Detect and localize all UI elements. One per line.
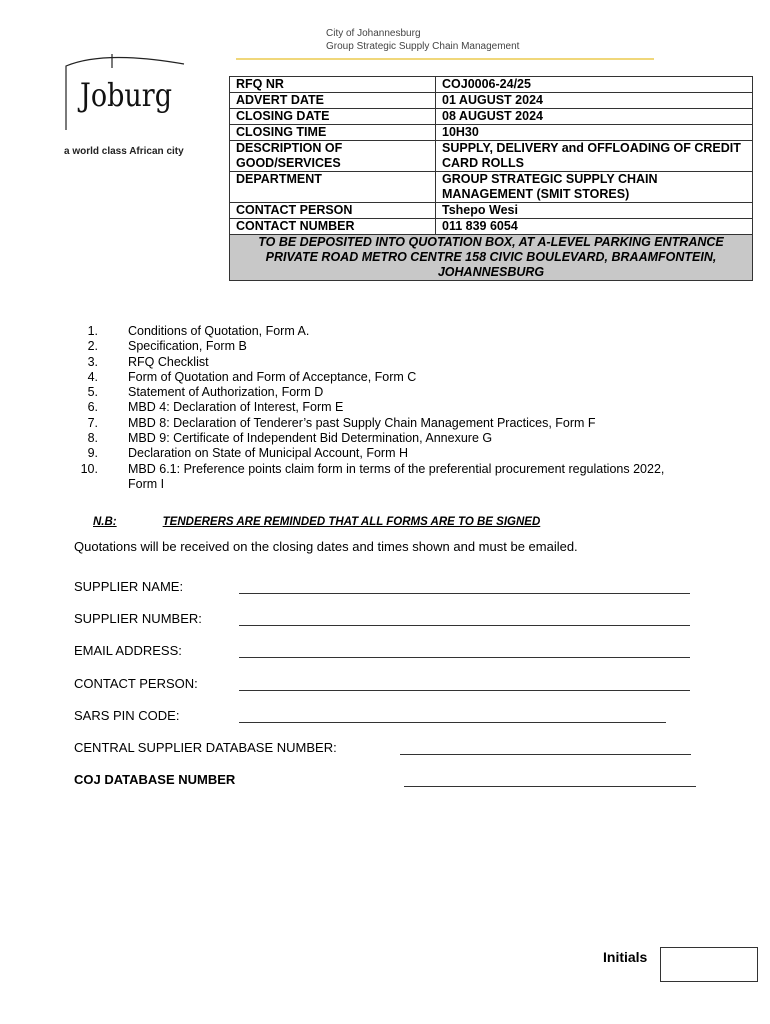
header-org: City of Johannesburg [326,28,421,39]
list-item-text: Form of Quotation and Form of Acceptance, Form C [128,369,417,384]
list-item [74,431,668,446]
list-item [74,416,668,431]
list-item-number: 4. [87,369,98,384]
list-item-text: Specification, Form B [128,339,247,354]
list-item-text: MBD 6.1: Preference points claim form in terms of the preferential procurement regulations 2022, Form I [128,461,665,491]
document-header [326,27,519,53]
list-item [74,385,668,400]
row-label-department: DEPARTMENT [230,172,436,203]
csd-number-field[interactable] [400,754,691,755]
supplier-name-field[interactable] [239,593,690,594]
row-value-advert-date: 01 AUGUST 2024 [436,93,753,109]
nb-text: TENDERERS ARE REMINDED THAT ALL FORMS ARE TO BE SIGNED [162,516,541,528]
list-item [74,400,668,415]
row-label-advert-date: ADVERT DATE [230,93,436,109]
list-item [74,339,668,354]
list-item-number: 7. [87,415,98,430]
header-dept: Group Strategic Supply Chain Management [326,41,520,52]
table-row [230,141,753,172]
contact-person-label: CONTACT PERSON: [74,676,198,691]
list-item [74,446,668,461]
row-value-closing-date: 08 AUGUST 2024 [436,109,753,125]
nb-notice [93,516,540,528]
row-value-contact-person: Tshepo Wesi [436,203,753,219]
row-value-closing-time: 10H30 [436,125,753,141]
table-row [230,219,753,235]
list-item-text: Declaration on State of Municipal Account, Form H [128,446,408,461]
list-item-number: 1. [87,324,98,338]
email-address-label: EMAIL ADDRESS: [74,643,182,658]
logo-wordmark: Joburg [77,76,172,114]
row-label-description: DESCRIPTION OF GOOD/SERVICES [230,141,436,172]
email-address-field[interactable] [239,657,690,658]
rfq-details-table [229,76,753,281]
list-item [74,462,668,493]
list-item-text: MBD 4: Declaration of Interest, Form E [128,400,344,415]
deposit-instructions: TO BE DEPOSITED INTO QUOTATION BOX, AT A-LEVEL PARKING ENTRANCE PRIVATE ROAD METRO CENTRE 158 CIVIC BOULEVARD, BRAAMFONTEIN, JOHANNESBURG [230,235,753,281]
table-row [230,109,753,125]
initials-label: Initials [603,949,648,965]
list-item-text: Statement of Authorization, Form D [128,385,324,400]
row-label-contact-person: CONTACT PERSON [230,203,436,219]
joburg-logo [64,48,186,132]
row-value-department: GROUP STRATEGIC SUPPLY CHAIN MANAGEMENT (SMIT STORES) [436,172,753,203]
supplier-number-field[interactable] [239,625,690,626]
contact-person-field[interactable] [239,690,690,691]
list-item-text: MBD 8: Declaration of Tenderer’s past Supply Chain Management Practices, Form F [128,415,596,430]
row-value-description: SUPPLY, DELIVERY and OFFLOADING OF CREDIT CARD ROLLS [436,141,753,172]
table-row [230,172,753,203]
row-label-rfq-nr: RFQ NR [230,77,436,93]
list-item-text: MBD 9: Certificate of Independent Bid Determination, Annexure G [128,431,493,446]
header-rule [236,58,654,60]
required-documents-list [74,324,668,492]
list-item-number: 2. [87,339,98,354]
list-item-text: RFQ Checklist [128,354,209,369]
table-row [230,203,753,219]
initials-box[interactable] [660,947,758,982]
csd-number-label: CENTRAL SUPPLIER DATABASE NUMBER: [74,740,337,755]
table-row [230,125,753,141]
list-item-number: 3. [87,354,98,369]
supplier-name-label: SUPPLIER NAME: [74,579,184,594]
coj-database-label: COJ DATABASE NUMBER [74,772,236,787]
logo-tagline: a world class African city [64,146,184,157]
row-label-closing-time: CLOSING TIME [230,125,436,141]
row-value-rfq-nr: COJ0006-24/25 [436,77,753,93]
coj-database-field[interactable] [404,786,696,787]
supplier-number-label: SUPPLIER NUMBER: [74,611,202,626]
list-item-text: Conditions of Quotation, Form A. [128,324,310,338]
list-item [74,370,668,385]
table-row [230,77,753,93]
list-item-number: 8. [87,431,98,446]
table-row [230,93,753,109]
sars-pin-field[interactable] [239,722,666,723]
list-item [74,355,668,370]
list-item-number: 6. [87,400,98,415]
row-value-contact-number: 011 839 6054 [436,219,753,235]
table-row [230,235,753,281]
row-label-contact-number: CONTACT NUMBER [230,219,436,235]
list-item-number: 10. [80,461,98,476]
sars-pin-label: SARS PIN CODE: [74,708,180,723]
list-item [74,324,668,339]
list-item-number: 5. [87,385,98,400]
submission-note: Quotations will be received on the closing dates and times shown and must be emailed. [74,539,578,554]
nb-label: N.B: [93,516,117,528]
row-label-closing-date: CLOSING DATE [230,109,436,125]
list-item-number: 9. [87,446,98,461]
